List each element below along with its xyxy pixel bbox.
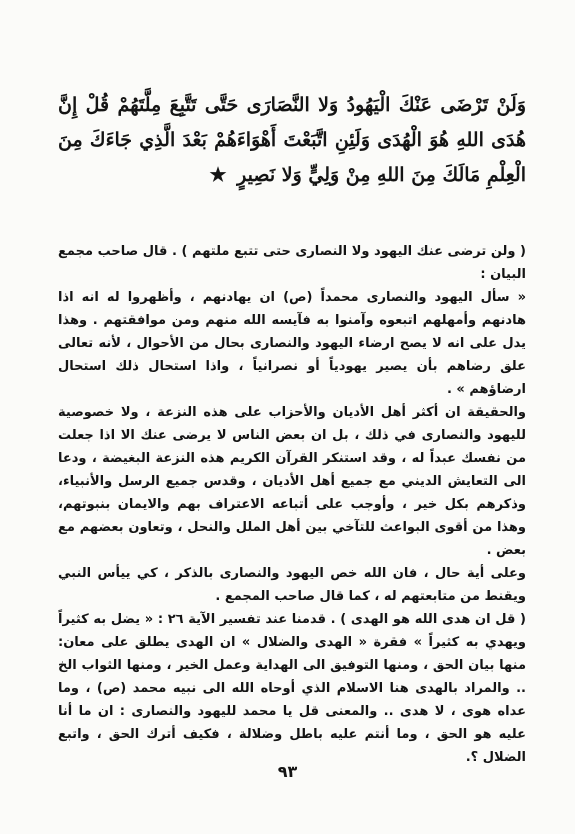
commentary-text [58,240,526,769]
paragraph-anyway: وعلى أية حال ، فان الله خص اليهود والنصارى بالذكر ، كي ييأس النبي ويقنط من متابعتهم له ، كما قال صاحب المجمع . [58,566,526,604]
paragraph-majma-quote: « سأل اليهود والنصارى محمداً (ص) ان يهادنهم ، وأظهروا له انه اذا هادنهم وأمهلهم اتبعوه وآمنوا به فآيسه الله منهم ومن موافقتهم . وهذا يدل على انه لا يصح ارضاء اليهود والنصارى بحال من الأحوال ، لأنه تعالى علق رضاهم بأن يصير يهودياً أو نصرانياً ، واذا استحال ذلك استحال ارضاؤهم » . [58,290,526,397]
paragraph-reality: والحقيقة ان أكثر أهل الأديان والأحزاب على هذه النزعة ، ولا خصوصية لليهود والنصارى في ذلك ، بل ان بعض الناس لا يرضى عنك الا اذا جعلت من نفسك عبداً له ، وقد استنكر القرآن الكريم هذه النزعة البغيضة ، ودعا الى التعايش الديني مع جميع أهل الأديان ، وقدس جميع الرسل والأنبياء، وذكرهم بكل خير ، وأوجب على أتباعه الاعتراف بهم والايمان بنبوتهم، وهذا من أقوى البواعث للتآخي بين أهل الملل والنحل ، وتعاون بعضهم مع بعض . [58,405,526,558]
paragraph-verse-quote: ( ولن ترضى عنك اليهود ولا النصارى حتى تتبع ملتهم ) . قال صاحب مجمع البيان : [58,244,526,282]
verse-text: وَلَنْ تَرْضَى عَنْكَ الْيَهُودُ وَلا النَّصَارَى حَتَّى تَتَّبِعَ مِلَّتَهُمْ قُلْ إِنَّ هُدَى اللهِ هُوَ الْهُدَى وَلَئِنِ اتَّبَعْتَ أَهْوَاءَهُمْ بَعْدَ الَّذِي جَاءَكَ مِنَ الْعِلْمِ مَالَكَ مِنَ اللهِ مِنْ وَلِيٍّ وَلا نَصِيرٍ [58,94,526,186]
quran-verse [58,88,526,193]
page-number: ٩٣ [277,762,298,781]
paragraph-guidance: ( قل ان هدى الله هو الهدى ) . قدمنا عند تفسير الآية ٢٦ : « يضل به كثيراً ويهدي به كثيراً » فقرة « الهدى والضلال » ان الهدى يطلق على معان: منها بيان الحق ، ومنها التوفيق الى الهداية وعمل الخير ، ومنها الثواب الخ .. والمراد بالهدى هنا الاسلام الذي أوحاه الله الى نبيه محمد (ص) ، وما عداه هوى ، لا هدى .. والمعنى قل يا محمد لليهود والنصارى : ان ما أنا عليه هو الحق ، وما أنتم عليه باطل وضلالة ، فكيف أترك الحق ، واتبع الضلال ؟. [58,612,526,765]
verse-end-star-icon: ★ [209,164,227,186]
